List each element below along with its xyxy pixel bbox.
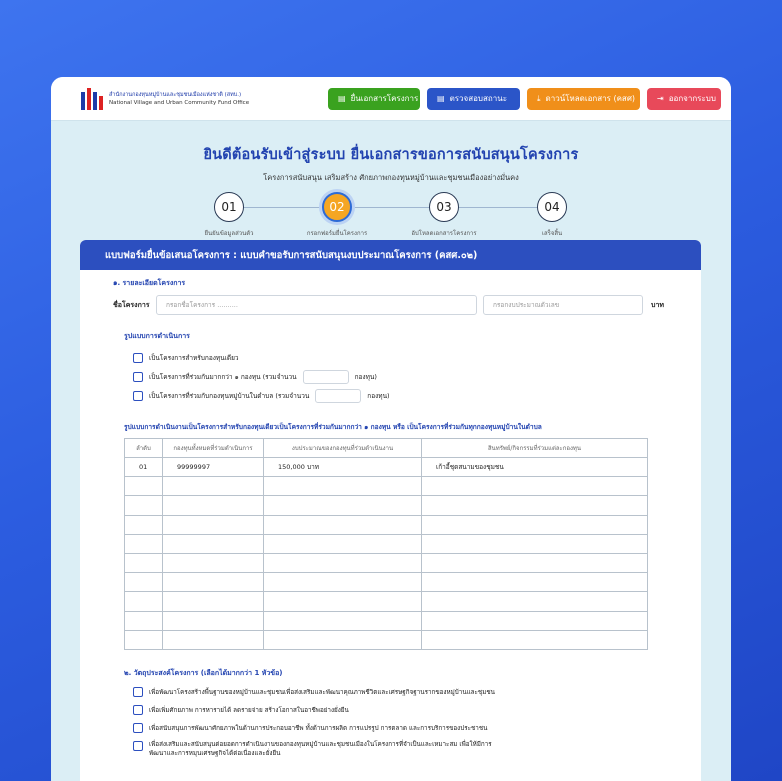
org-name-th: สำนักงานกองทุนหมู่บ้านและชุมชนเมืองแห่งชาติ (สทบ.) (109, 92, 242, 98)
checkbox[interactable] (133, 741, 143, 751)
page-title: ยินดีต้อนรับเข้าสู่ระบบ ยื่นเอกสารขอการสนับสนุนโครงการ (203, 147, 579, 163)
table-row-empty[interactable] (125, 611, 648, 630)
mode-option-multi[interactable]: เป็นโครงการที่ร่วมกันมากกว่า ๑ กองทุน (รวมจำนวน กองทุน) (133, 367, 701, 386)
objective-option[interactable]: เพื่อพัฒนาโครงสร้างพื้นฐานของหมู่บ้านและชุมชนเพื่อส่งเสริมและพัฒนาคุณภาพชีวิตและเศรษฐกิจฐานรากของหมู่บ้านและชุมชน (133, 687, 661, 697)
step-3: 03 อัปโหลดเอกสารโครงการ (404, 192, 484, 238)
mode-option-single[interactable]: เป็นโครงการสำหรับกองทุนเดียว (133, 348, 701, 367)
checkbox[interactable] (133, 687, 143, 697)
district-count-input[interactable] (315, 389, 361, 403)
project-form (80, 240, 701, 781)
page-subtitle: โครงการสนับสนุน เสริมสร้าง ศักยภาพกองทุนหมู่บ้านและชุมชนเมืองอย่างมั่นคง (263, 173, 519, 182)
mode-title: รูปแบบการดำเนินการ (124, 332, 190, 340)
table-header: กองทุนทั้งหมดที่ร่วมดำเนินการ (163, 439, 264, 458)
submit-docs-button[interactable]: ▤ ยื่นเอกสารโครงการ (328, 88, 420, 110)
table-header: สินทรัพย์/กิจกรรมที่ร่วมแต่ละกองทุน (422, 439, 648, 458)
checkbox[interactable] (133, 372, 143, 382)
logo-mark-icon (80, 87, 104, 111)
download-icon: ⤓ (537, 93, 541, 103)
section-2-title: ๒. วัตถุประสงค์โครงการ (เลือกได้มากกว่า 1 หัวข้อ) (124, 669, 283, 677)
project-name-label: ชื่อโครงการ (113, 300, 150, 309)
objective-option[interactable]: เพื่อสนับสนุนการพัฒนาศักยภาพในด้านการประกอบอาชีพ ทั้งด้านการผลิต การแปรรูป การตลาด และการบริการของประชาชน (133, 723, 661, 733)
download-docs-button[interactable]: ⤓ ดาวน์โหลดเอกสาร (คสศ) (527, 88, 640, 110)
checkbox[interactable] (133, 705, 143, 715)
table-title: รูปแบบการดำเนินงานเป็นโครงการสำหรับกองทุนเดียวเป็นโครงการที่ร่วมกันมากกว่า ๑ กองทุน หรือ เป็นโครงการที่ร่วมกันทุกกองทุนหมู่บ้านในตำบล (124, 423, 542, 431)
document-icon: ▤ (338, 94, 346, 103)
table-header: ลำดับ (125, 439, 163, 458)
top-bar (51, 77, 731, 121)
step-4: 04 เสร็จสิ้น (512, 192, 592, 238)
org-name-en: National Village and Urban Community Fund Office (109, 100, 250, 106)
table-row-empty[interactable] (125, 630, 648, 649)
table-row-empty[interactable] (125, 477, 648, 496)
section-1-title: ๑. รายละเอียดโครงการ (113, 279, 186, 287)
budget-unit: บาท (651, 300, 664, 309)
checkbox[interactable] (133, 353, 143, 363)
objective-option[interactable]: เพื่อส่งเสริมและสนับสนุนต่อยอดการดำเนินงานของกองทุนหมู่บ้านและชุมชนเมืองในโครงการที่จำเป็นและเหมาะสม เพื่อให้มีการพัฒนาและการหมุนเศรษฐกิจได้ต่อเนื่องและยั่งยืน (133, 741, 661, 758)
table-row-empty[interactable] (125, 553, 648, 572)
project-name-input[interactable]: กรอกชื่อโครงการ .......... (156, 295, 477, 315)
logout-icon: ⇥ (657, 94, 664, 103)
logout-button[interactable]: ⇥ ออกจากระบบ (647, 88, 721, 110)
table-row-empty[interactable] (125, 534, 648, 553)
checkbox[interactable] (133, 391, 143, 401)
form-title: แบบฟอร์มยื่นข้อเสนอโครงการ : แบบคำขอรับการสนับสนุนงบประมาณโครงการ (คสศ.๐๒) (80, 240, 701, 270)
step-2-active: 02 กรอกฟอร์มยื่นโครงการ (297, 192, 377, 238)
table-row-empty[interactable] (125, 592, 648, 611)
mode-option-district[interactable]: เป็นโครงการที่ร่วมกับกองทุนหมู่บ้านในตำบล (รวมจำนวน กองทุน) (133, 386, 701, 405)
table-row: 01 99999997 150,000 บาท เก้าอี้ชุดสนามของชุมชน (125, 458, 648, 477)
fund-table (124, 438, 648, 650)
checkbox[interactable] (133, 723, 143, 733)
step-1: 01 ยืนยันข้อมูลส่วนตัว (189, 192, 269, 238)
main-card (51, 77, 731, 781)
check-status-button[interactable]: ▤ ตรวจสอบสถานะ (427, 88, 520, 110)
table-header: งบประมาณของกองทุนที่ร่วมดำเนินงาน (264, 439, 422, 458)
file-search-icon: ▤ (437, 94, 445, 103)
multi-count-input[interactable] (303, 370, 349, 384)
objective-option[interactable]: เพื่อเพิ่มศักยภาพ การหารายได้ ลดรายจ่าย สร้างโอกาสในอาชีพอย่างยั่งยืน (133, 705, 661, 715)
table-row-empty[interactable] (125, 496, 648, 515)
stepper-line (229, 207, 553, 208)
table-row-empty[interactable] (125, 573, 648, 592)
table-row-empty[interactable] (125, 515, 648, 534)
budget-input[interactable]: กรอกงบประมาณตัวเลข (483, 295, 643, 315)
org-logo (80, 87, 249, 111)
